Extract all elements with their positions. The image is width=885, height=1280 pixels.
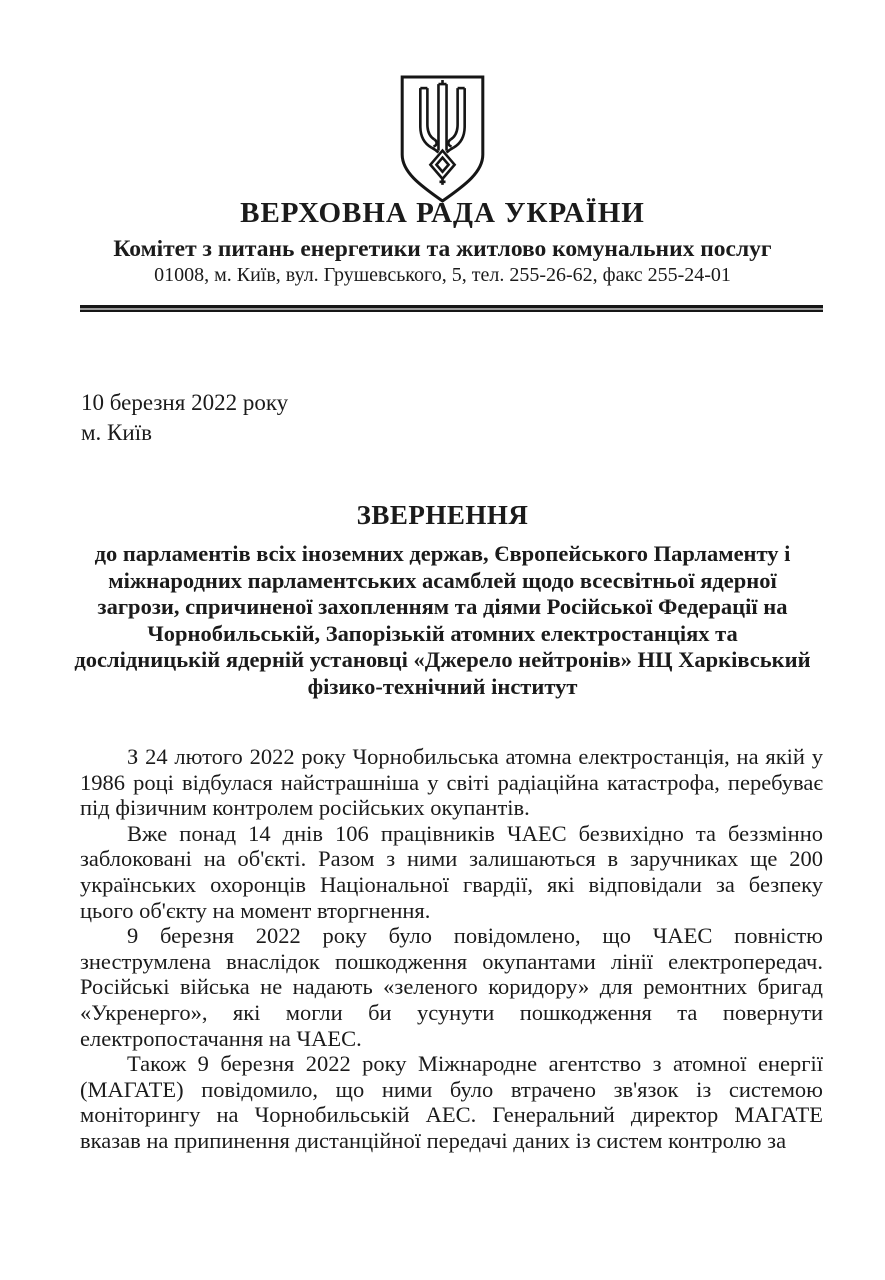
committee-name: Комітет з питань енергетики та житлово комунальних послуг <box>113 236 772 262</box>
appeal-addressee: до парламентів всіх іноземних держав, Європейського Парламенту і міжнародних парламентських асамблей щодо всесвітньої ядерної загрози, спричиненої захопленням та діями Російської Федерації на Чорнобильській, Запорізькій атомних електростанціях та дослідницькій ядерній установці «Джерело нейтронів» НЦ Харківський фізико-технічний інститут <box>74 541 811 699</box>
document-city: м. Київ <box>81 420 152 445</box>
paragraph: З 24 лютого 2022 року Чорнобильська атомна електростанція, на якій у 1986 році відбулася найстрашніша у світі радіаційна катастрофа, перебуває під фізичним контролем російських окупантів. <box>80 744 823 821</box>
appeal-body <box>80 744 823 1154</box>
document-date: 10 березня 2022 року <box>81 390 289 415</box>
paragraph: 9 березня 2022 року було повідомлено, що ЧАЕС повністю знеструмлена внаслідок пошкодження окупантами лінії електропередач. Російські війська не надають «зеленого коридору» для ремонтних бригад «Укренерго», які могли би усунути пошкодження та повернути електропостачання на ЧАЕС. <box>80 923 823 1051</box>
paragraph: Вже понад 14 днів 106 працівників ЧАЕС безвихідно та беззмінно заблоковані на об'єкті. Разом з ними залишаються в заручниках ще 200 українських охоронців Національної гвардії, які відповідали за безпеку цього об'єкту на момент вторгнення. <box>80 820 823 923</box>
appeal-title: ЗВЕРНЕННЯ <box>356 500 529 530</box>
org-title: ВЕРХОВНА РАДА УКРАЇНИ <box>240 197 645 229</box>
paragraph: Також 9 березня 2022 року Міжнародне агентство з атомної енергії (МАГАТЕ) повідомило, що ними було втрачено зв'язок із системою моніторингу на Чорнобильській АЕС. Генеральний директор МАГАТЕ вказав на припинення дистанційної передачі даних із систем контролю за <box>80 1051 823 1153</box>
coat-of-arms-icon <box>397 74 488 205</box>
address-line: 01008, м. Київ, вул. Грушевського, 5, тел. 255-26-62, факс 255-24-01 <box>154 264 731 286</box>
letterhead-divider <box>80 305 823 312</box>
dateline <box>81 388 288 448</box>
